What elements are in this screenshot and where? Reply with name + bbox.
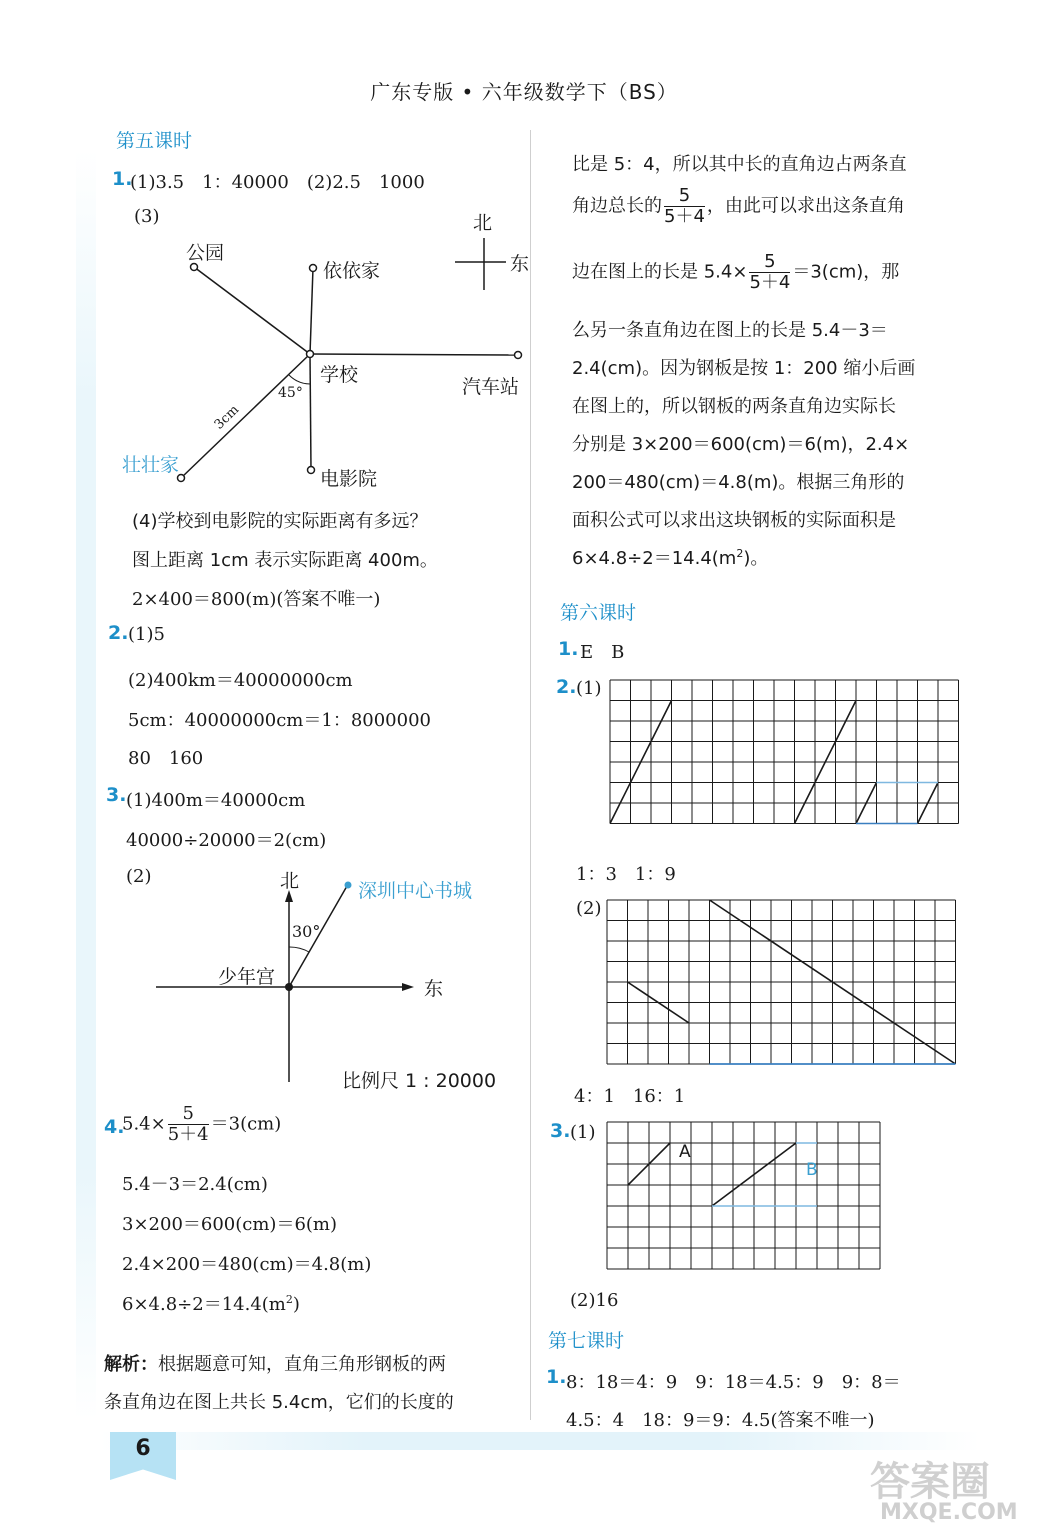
section-title-7: 第七课时 — [548, 1330, 625, 1352]
analysis-line-1: 解析：根据题意可知，直角三角形钢板的两 — [104, 1354, 446, 1375]
label-park: 公园 — [186, 242, 225, 264]
analysis-right-7: 分别是 3×200＝600(cm)＝6(m)，2.4× — [572, 434, 910, 455]
q1-sub-4-answer: 2×400＝800(m)(答案不唯一) — [132, 589, 381, 610]
q2-answer-ratio: 5cm：40000000cm＝1：8000000 — [128, 710, 431, 731]
compass-east: 东 — [510, 253, 530, 275]
s6-q2-2-answer: 4：1 16：1 — [574, 1086, 686, 1107]
map2-north: 北 — [280, 870, 300, 892]
label-zhuang-home: 壮壮家 — [122, 454, 180, 476]
section-title-5: 第五课时 — [116, 130, 193, 152]
s6-q3-sub-2: (2)16 — [570, 1290, 619, 1311]
watermark-url: MXQE.COM — [880, 1500, 1018, 1525]
q1-sub-4-scale: 图上距离 1cm 表示实际距离 400m。 — [132, 550, 438, 571]
q1-sub-3: (3) — [134, 206, 160, 227]
question-number: 3. — [550, 1120, 571, 1142]
analysis-right-2: 角边总长的 $\frac{5}{5+4}$ ，由此可以求出这条直角 — [572, 185, 905, 227]
label-yiyi-home: 依依家 — [323, 260, 381, 282]
label-cinema: 电影院 — [320, 468, 378, 490]
analysis-right-9: 面积公式可以求出这块钢板的实际面积是 — [572, 510, 896, 531]
compass-north: 北 — [473, 212, 493, 234]
question-number: 1. — [558, 638, 579, 660]
q2-answer-1: (1)5 — [128, 624, 165, 645]
q4-answer-2: 5.4－3＝2.4(cm) — [122, 1174, 268, 1195]
s6-q2-1-answer: 1：3 1：9 — [576, 864, 676, 885]
q2-answer-2: (2)400km＝40000000cm — [128, 670, 353, 691]
map2-east: 东 — [424, 978, 444, 1000]
label-distance-3cm: 3cm — [211, 402, 243, 433]
page-header: 广东专版 • 六年级数学下（BS） — [370, 80, 678, 104]
analysis-line-2: 条直角边在图上共长 5.4cm，它们的长度的 — [104, 1392, 454, 1413]
q2-answer-values: 80 160 — [128, 748, 204, 769]
s7-q1-line-2: 4.5：4 18：9＝9：4.5(答案不唯一) — [566, 1410, 875, 1431]
s6-q2-sub-2: (2) — [576, 898, 602, 919]
label-scale: 比例尺 1 : 20000 — [342, 1070, 497, 1092]
fraction: $\frac{5}{5+4}$ — [167, 1103, 209, 1145]
label-angle-30: 30° — [292, 922, 321, 941]
question-number: 4. — [104, 1116, 125, 1138]
s7-q1-line-1: 8：18＝4：9 9：18＝4.5：9 9：8＝ — [566, 1372, 901, 1393]
question-number: 1. — [112, 168, 133, 190]
label-shape-b: B — [806, 1160, 818, 1180]
label-school: 学校 — [320, 364, 359, 386]
q1-sub-4-question: (4)学校到电影院的实际距离有多远？ — [132, 511, 428, 532]
q1-answer-1: (1)3.5 1：40000 (2)2.5 1000 — [130, 172, 425, 193]
watermark-logo: 答案圈 — [870, 1459, 990, 1505]
analysis-right-8: 200＝480(cm)＝4.8(m)。根据三角形的 — [572, 472, 905, 493]
question-number: 2. — [556, 676, 577, 698]
s6-q1-answer: E B — [580, 642, 625, 663]
question-number: 3. — [106, 784, 127, 806]
label-angle-45: 45° — [278, 385, 303, 401]
label-bus-station: 汽车站 — [462, 376, 520, 398]
s6-q2-sub-1: (1) — [576, 678, 602, 699]
question-number: 2. — [108, 622, 129, 644]
q3-answer-1: (1)400m＝40000cm — [126, 790, 306, 811]
page-number: 6 — [135, 1436, 151, 1461]
q4-answer-1: 5.4× $\frac{5}{5+4}$ ＝3(cm) — [122, 1103, 282, 1145]
question-number: 1. — [546, 1366, 567, 1388]
s6-q3-sub-1: (1) — [570, 1122, 596, 1143]
q3-sub-2: (2) — [126, 866, 152, 887]
q3-answer-calc: 40000÷20000＝2(cm) — [126, 830, 327, 851]
label-bookcity: 深圳中心书城 — [358, 880, 473, 902]
q4-answer-3: 3×200＝600(cm)＝6(m) — [122, 1214, 338, 1235]
q4-answer-4: 2.4×200＝480(cm)＝4.8(m) — [122, 1254, 372, 1275]
label-shape-a: A — [679, 1142, 691, 1162]
analysis-right-5: 2.4(cm)。因为钢板是按 1：200 缩小后画 — [572, 358, 916, 379]
analysis-right-3: 边在图上的长是 5.4× $\frac{5}{5+4}$ ＝3(cm)，那 — [572, 251, 900, 293]
analysis-right-4: 么另一条直角边在图上的长是 5.4－3＝ — [572, 320, 888, 341]
section-title-6: 第六课时 — [560, 602, 637, 624]
analysis-right-1: 比是 5：4，所以其中长的直角边占两条直 — [572, 154, 907, 175]
q4-answer-5: $6\times 4.8\div 2=14.4(m^2)$ — [122, 1293, 300, 1315]
analysis-right-6: 在图上的，所以钢板的两条直角边实际长 — [572, 396, 896, 417]
label-youth-palace: 少年宫 — [218, 966, 276, 988]
analysis-right-10: $6\times 4.8\div 2=14.4(m^2)$。 — [572, 547, 769, 569]
